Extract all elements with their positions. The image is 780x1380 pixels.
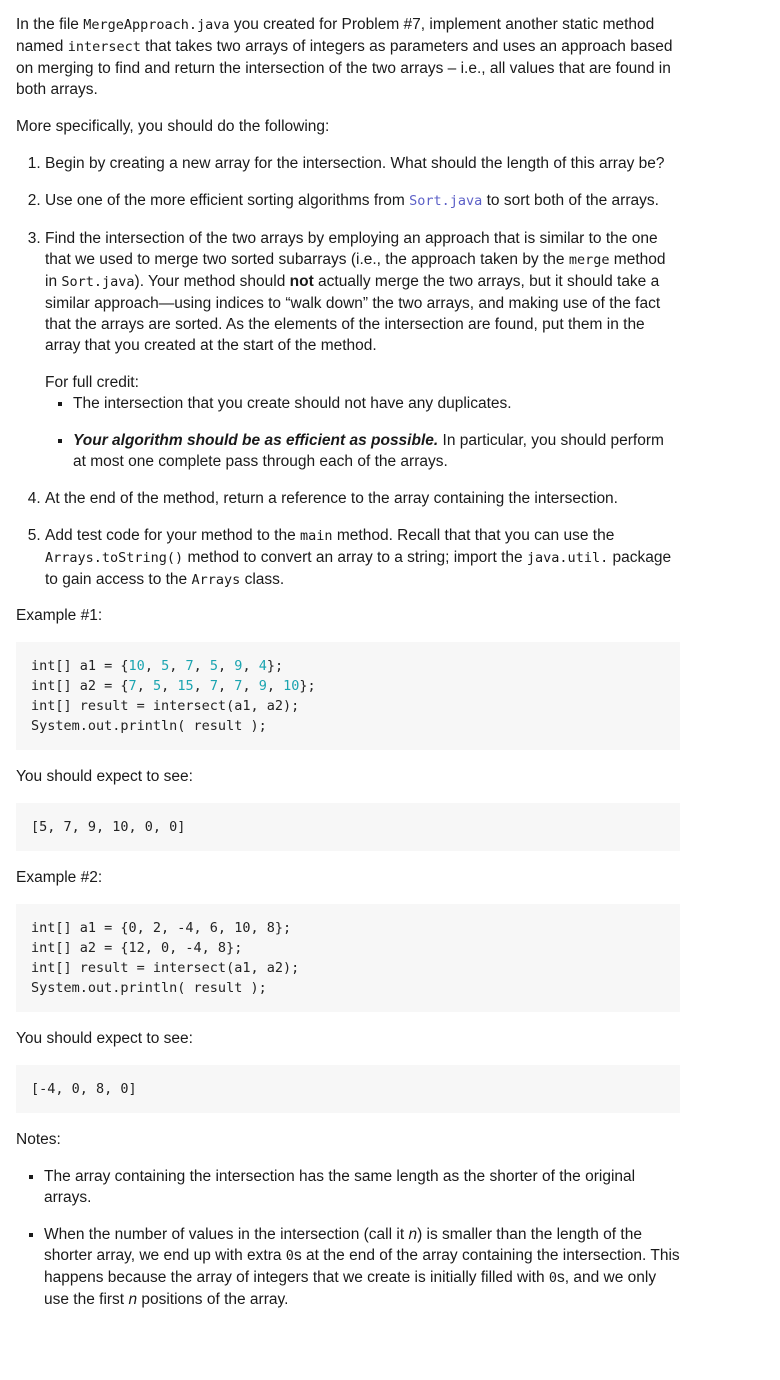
intro-text-1: In the file (16, 16, 84, 33)
note-2-zero-2: 0 (548, 1270, 558, 1286)
intro-text-2: you created for Problem #7, implement another static method named (16, 16, 655, 55)
merge-method-code: merge (568, 252, 610, 268)
code-number-literal: 7 (234, 678, 243, 694)
step-3-text-3: ). Your method should (134, 273, 290, 290)
example-2-output: [-4, 0, 8, 0] (31, 1081, 137, 1097)
code-number-literal: 5 (161, 658, 170, 674)
efficiency-emphasis: Your algorithm should be as efficient as possible. (73, 432, 439, 449)
note-2-text-1: When the number of values in the intersection (call it (44, 1226, 409, 1243)
code-declaration: int[] a2 = { (31, 678, 129, 694)
note-2-text-4: s, and we only use the first (44, 1269, 657, 1308)
full-credit-list (45, 393, 680, 472)
note-2-zero-1: 0 (285, 1248, 294, 1264)
steps-list (16, 153, 680, 591)
example-2-code-block (16, 904, 680, 1012)
package-code: java.util. (526, 550, 609, 566)
sort-java-link[interactable]: Sort.java (409, 193, 483, 209)
step-5-text-4: package to gain access to the (45, 549, 672, 588)
credit-item-duplicates-text: The intersection that you create should not have any duplicates. (73, 395, 512, 412)
tostring-code: Arrays.toString() (45, 550, 184, 566)
code-end: }; (299, 678, 316, 694)
step-2-text-1: Use one of the more efficient sorting algorithms from (45, 192, 410, 209)
step-3 (45, 228, 680, 472)
note-2 (44, 1224, 680, 1310)
intro-filename: MergeApproach.java (83, 17, 230, 33)
step-5-text-3: method to convert an array to a string; import the (183, 549, 527, 566)
code-number-literal: 4 (258, 658, 267, 674)
note-2-text-5: positions of the array. (137, 1291, 289, 1308)
notes-list (16, 1166, 680, 1310)
assignment-page (16, 14, 680, 1310)
step-2 (45, 190, 680, 212)
code-end: }; (266, 658, 284, 674)
code-number-literal: 7 (185, 658, 194, 674)
step-4-text: At the end of the method, return a reference to the array containing the intersection. (45, 490, 618, 507)
step-5 (45, 525, 680, 591)
step-3-filename: Sort.java (61, 274, 135, 290)
step-5-text-1: Add test code for your method to the (45, 527, 301, 544)
note-1 (44, 1166, 680, 1208)
example-1-output: [5, 7, 9, 10, 0, 0] (31, 819, 186, 835)
example-1-output-block (16, 803, 680, 851)
example-2-output-block (16, 1065, 680, 1113)
example-1-label: Example #1: (16, 607, 103, 624)
code-number-literal: 9 (234, 658, 243, 674)
note-1-text: The array containing the intersection has the same length as the shorter of the original arrays. (44, 1168, 636, 1206)
step-3-paragraph (45, 228, 680, 356)
step-3-not-emphasis: not (289, 273, 314, 290)
code-number-literal: 5 (152, 678, 162, 694)
code-number-literal: 5 (209, 658, 219, 674)
arrays-class-code: Arrays (191, 572, 241, 588)
step-1 (45, 153, 680, 174)
example-2-line-4: System.out.println( result ); (31, 980, 267, 996)
step-5-text-5: class. (240, 571, 285, 588)
example-1-line-1: int[] a1 = {10, 5, 7, 5, 9, 4}; (31, 658, 284, 674)
step-3-text-2: method in (45, 251, 666, 290)
specifics-paragraph: More specifically, you should do the following: (16, 118, 330, 135)
intro-text-3: that takes two arrays of integers as parameters and uses an approach based on merging to find and return the intersection of the two arrays – i.e., all values that are found in both arrays. (16, 38, 673, 98)
step-3-text-4: actually merge the two arrays, but it should take a similar approach—using indices to “walk down” the two arrays, and making use of the fact that the arrays are sorted. As the elements of the intersection are found, put them in the array that you created at the start of the method. (45, 273, 661, 354)
code-number-literal: 9 (258, 678, 267, 694)
code-number-literal: 7 (209, 678, 219, 694)
example-1-expect-label: You should expect to see: (16, 768, 193, 785)
note-2-text-2: ) is smaller than the length of the shorter array, we end up with extra (44, 1226, 642, 1264)
example-2-line-1: int[] a1 = {0, 2, -4, 6, 10, 8}; (31, 920, 292, 936)
example-2-line-3: int[] result = intersect(a1, a2); (31, 960, 300, 976)
credit-item-duplicates (73, 393, 680, 414)
example-1-line-4: System.out.println( result ); (31, 718, 267, 734)
code-number-literal: 10 (128, 658, 145, 674)
intro-method-name: intersect (67, 39, 141, 55)
step-1-text: Begin by creating a new array for the intersection. What should the length of this array be? (45, 155, 665, 172)
code-number-literal: 7 (128, 678, 137, 694)
main-method-code: main (300, 528, 333, 544)
note-2-n-var-2: n (128, 1291, 138, 1308)
note-2-n-var: n (408, 1226, 418, 1243)
example-1-line-2: int[] a2 = {7, 5, 15, 7, 7, 9, 10}; (31, 678, 316, 694)
intro-paragraph (16, 14, 680, 100)
code-number-literal: 15 (177, 678, 194, 694)
efficiency-text: In particular, you should perform at most one complete pass through each of the arrays. (73, 432, 664, 470)
full-credit-label: For full credit: (45, 374, 139, 391)
note-2-text-3: s at the end of the array containing the intersection. This happens because the array of integers that we create is initially filled with (44, 1247, 680, 1286)
step-5-text-2: method. Recall that that you can use the (332, 527, 615, 544)
example-2-label: Example #2: (16, 869, 103, 886)
example-1-code-block (16, 642, 680, 750)
example-2-line-2: int[] a2 = {12, 0, -4, 8}; (31, 940, 243, 956)
credit-item-efficiency (73, 430, 680, 472)
step-4 (45, 488, 680, 509)
step-2-text-2: to sort both of the arrays. (482, 192, 659, 209)
example-2-expect-label: You should expect to see: (16, 1030, 193, 1047)
code-number-literal: 10 (283, 678, 300, 694)
step-3-text-1: Find the intersection of the two arrays by employing an approach that is similar to the one that we used to merge two sorted subarrays (i.e., the approach taken by the (45, 230, 658, 268)
code-declaration: int[] a1 = { (31, 658, 129, 674)
example-1-line-3: int[] result = intersect(a1, a2); (31, 698, 300, 714)
notes-label: Notes: (16, 1131, 61, 1148)
